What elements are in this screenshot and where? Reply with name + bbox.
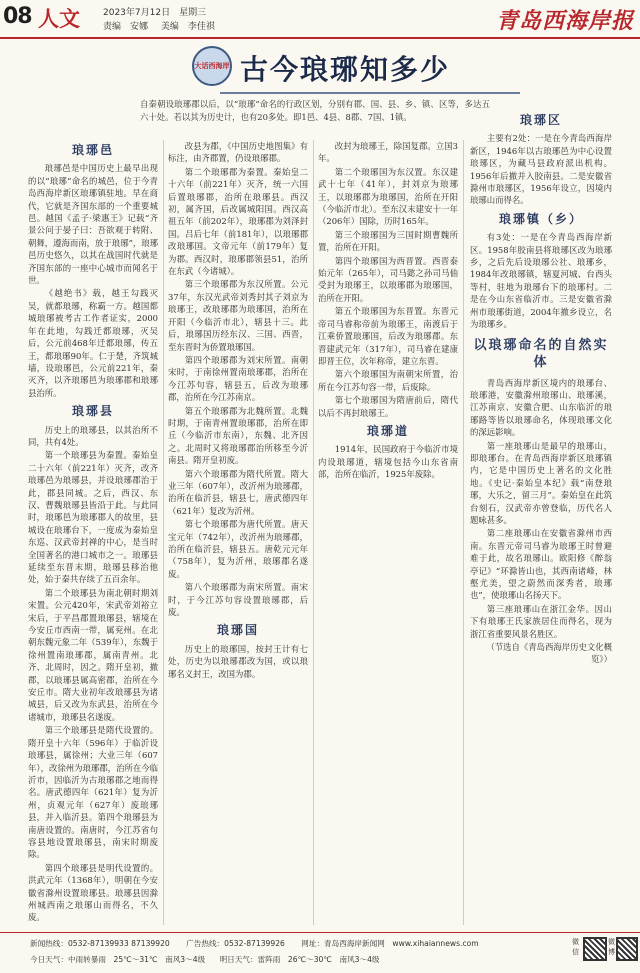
column-2 xyxy=(168,140,308,928)
top-rule xyxy=(0,37,640,39)
column-divider xyxy=(313,140,314,925)
section-name: 人文 xyxy=(38,7,80,31)
paragraph: 第三座琅琊山在浙江金华。因山下有琅琊王氏家族居住而得名，现为浙江省重要风景名胜区。 xyxy=(470,603,612,639)
paragraph: 改县为郡，《中国历史地图集》有标注，由齐郡置，仍设琅琊郡。 xyxy=(168,141,308,164)
paragraph: 第七个琅琊国为隋唐前后，隋代以后不再封琅琊王。 xyxy=(318,395,458,418)
heading-langya-qu: 琅琊区 xyxy=(519,113,562,127)
paragraph: 第五个琅琊国为东晋置。东晋元帝司马睿称帝前为琅琊王，南渡后于江乘侨置琅琊国，后改为琅琊郡。东晋建武元年（317年），司马睿在建康即晋王位，次年称帝，建立东晋。 xyxy=(318,306,458,366)
qr-label-wechat: 微信 xyxy=(572,938,579,956)
masthead xyxy=(0,0,640,38)
page-title: 古今琅琊知多少 xyxy=(240,53,451,86)
paragraph: 第一个琅琊县为秦置。秦始皇二十六年（前221年）灭齐，改齐琅琊邑为琅琊县，并设琅琊郡治于此，郡县同城。之后，西汉、东汉、曹魏琅琊县皆沿于此。与此同时，琅琊邑为琅琊郡人的故里，县城设在琅琊台下，一度成为秦始皇东巡、汉武帝封禅的中心，是当时全国著名的港口城市之一。琅琊县延续至东晋末期，琅琊县移治他处，始于秦共存续了五百余年。 xyxy=(28,450,158,585)
heading-langya-zhen: 琅琊镇（乡） xyxy=(498,211,583,226)
paragraph: 《越绝书》载，越王勾践灭吴，就都琅琊，称霸一方。越国都城琅琊被考古工作者证实，2000年在此地，勾践迁都琅琊，灭吴后，公元前468年迁都琅琊，传五王，都琅琊90年。仁于楚，齐筑城墙，设琅琊邑，公元前221年，秦灭齐，以齐琅琊邑为琅琊郡和琅琊县治所。 xyxy=(28,288,158,398)
paragraph: 第六个琅琊国为南朝宋所置，治所在今江苏句容一带，后废除。 xyxy=(318,369,458,392)
paragraph: 第七个琅琊郡为唐代所置。唐天宝元年（742年），改沂州为琅琊郡，治所在临沂县，辖县五。唐乾元元年（758年），复为沂州，琅琊郡名遂废。 xyxy=(168,519,308,579)
heading-langya-yi: 琅琊邑 xyxy=(71,143,114,157)
issue-date: 2023年7月12日 星期三 xyxy=(103,8,207,18)
newspaper-brand: 青岛西海岸报 xyxy=(495,9,634,34)
paragraph: 青岛西海岸新区境内的琅琊台、琅琊港，安徽滁州琅琊山、琅琊溪，江苏南京、安徽合肥、山东临沂的琅琊路等皆以琅琊命名，体现琅琊文化的深远影响。 xyxy=(470,377,612,438)
paragraph: 第四个琅琊郡为刘宋所置。南朝宋时，于南徐州置南琅琊郡，治所在今江苏句容，辖县五，后改为琅琊郡，治所在今江苏南京。 xyxy=(168,354,308,403)
paragraph: 第二个琅琊郡为秦置。秦始皇二十六年（前221年）灭齐，统一六国后置琅琊郡，治所在琅琊县。西汉初，属齐国，后改属城阳国。西汉高祖五年（前202年），琅琊郡为刘泽封国。吕后七年（前181年），以琅琊郡改琅琊国。文帝元年（前179年）复为郡。西汉时，琅琊郡领县51，治所在东武（今诸城）。 xyxy=(168,166,308,277)
footer xyxy=(0,932,640,973)
source-note: （节选自《青岛西海岸历史文化概览》） xyxy=(486,642,612,665)
title-underline xyxy=(220,92,520,94)
paragraph: 第二个琅琊县为南北朝时期刘宋置。公元420年，宋武帝刘裕立宋后，于平昌郡置琅琊县，辖境在今安丘市西南一带，属兖州。在北朝东魏元象二年（539年），东魏于徐州置南琅琊郡，属南青州。北齐、北周时，因之。隋开皇初，撤郡，以琅琊县属高密郡，治所在今安丘市。隋大业初年改琅琊县为诸城县，后又改为东武县，治所在今诸城市，琅琊县名遂废。 xyxy=(28,587,158,722)
column-4 xyxy=(470,108,612,928)
column-1 xyxy=(28,138,158,928)
paragraph: 历史上的琅琊国，按封王计有七处，历史为以琅琊郡改为国，或以琅琊名义封王，改国为郡。 xyxy=(168,643,308,679)
footer-contacts xyxy=(30,938,493,949)
website-link[interactable]: 网址：青岛西海岸新闻网 www.xihaiannews.com xyxy=(301,939,479,948)
heading-langya-xian: 琅琊县 xyxy=(71,404,114,419)
column-divider xyxy=(163,140,164,925)
footer-weather xyxy=(30,954,392,965)
news-hotline: 新闻热线：0532-87139933 87139920 xyxy=(30,939,170,948)
paragraph: 琅琊邑是中国历史上最早出现的以“琅琊”命名的城邑，位于今青岛西海岸新区琅琊镇驻地。早在商代，它就是齐国东部的一个重要城邑。越国《孟子·梁惠王》记载“齐景公问于晏子曰：吾欲观于转附、朝舞，遵海而南，放于琅琊”，琅琊邑历史悠久，以其在战国时代就是齐国东部的一座中心城市而闻名于世。 xyxy=(28,163,158,286)
paragraph: 第二个琅琊国为东汉置。东汉建武十七年（41年），封刘京为琅琊王，以琅琊郡为琅琊国，治所在开阳（今临沂市北）。至东汉末建安十一年（206年）国除，历时165年。 xyxy=(318,166,458,227)
paragraph: 第二座琅琊山在安徽省滁州市西南。东晋元帝司马睿为琅琊王时曾避难于此，故名琅琊山。欧阳修《醉翁亭记》“环滁皆山也，其西南诸峰，林壑尤美，望之蔚然而深秀者，琅琊也”，使琅琊山名扬天下。 xyxy=(470,528,612,601)
paragraph: 第五个琅琊郡为北魏所置。北魏时期，于南青州置琅琊郡，治所在即丘（今临沂市东南），东魏、北齐因之。北周时又将琅琊郡治所移至今沂南县。隋开皇初废。 xyxy=(168,405,308,466)
paragraph: 历史上的琅琊县，以其治所不同，共有4处。 xyxy=(28,424,158,447)
editor-art: 美编 李佳祺 xyxy=(160,22,215,32)
paragraph: 第一座琅琊山是最早的琅琊山，即琅琊台。在青岛西海岸新区琅琊镇内，它是中国历史上著名的文化胜地。《史记·秦始皇本纪》载“南登琅琊，大乐之，留三月”。秦始皇在此筑台刻石，汉武帝亦曾登临，历代名人题咏甚多。 xyxy=(470,440,612,525)
paragraph: 第八个琅琊郡为南宋所置。南宋时，于今江苏句容设置琅琊郡，后废。 xyxy=(168,582,308,618)
paragraph: 第三个琅琊国为三国时期曹魏所置，治所在开阳。 xyxy=(318,229,458,253)
paragraph: 第四个琅琊国为西晋置。西晋泰始元年（265年），司马懿之孙司马伷受封为琅琊王，以琅琊郡为琅琊国，治所在开阳。 xyxy=(318,255,458,303)
column-seal-icon: 大话西海岸 xyxy=(192,46,232,86)
paragraph: 有3处：一是在今青岛西海岸新区。1958年胶南县将琅琊区改为琅琊乡，之后先后设琅琊公社、琅琊乡，1984年改琅琊镇，辖夏河城、台西头等村，驻地为琅琊台下的琅琊村。二是在今山东省临沂市。三是安徽省滁州市琅琊街道，2004年撤乡设立，名为琅琊乡。 xyxy=(470,232,612,330)
paragraph: 改封为琅琊王，除国复郡。立国3年。 xyxy=(318,141,458,164)
paragraph: 1914年，民国政府于今临沂市境内设琅琊道，辖境包括今山东省南部，治所在临沂，1925年废除。 xyxy=(318,444,458,480)
ad-hotline: 广告热线：0532-87139926 xyxy=(186,939,285,948)
page-number: 08 xyxy=(3,4,32,29)
paragraph: 第六个琅琊郡为隋代所置。隋大业三年（607年），改沂州为琅琊郡，治所在临沂县，辖县七，唐武德四年（621年）复改为沂州。 xyxy=(168,468,308,516)
column-3 xyxy=(318,140,458,928)
heading-natural-entities: 以琅琊命名的自然实体 xyxy=(473,337,609,370)
qr-label-weibo: 微博 xyxy=(608,938,615,956)
heading-langya-guo: 琅琊国 xyxy=(216,623,259,638)
heading-langya-dao: 琅琊道 xyxy=(366,423,409,438)
weather-tomorrow: 明日天气：雷阵雨 26℃～30℃ 南风3～4级 xyxy=(219,955,380,964)
column-divider xyxy=(463,140,464,925)
paragraph: 第三个琅琊县是隋代设置的。隋开皇十六年（596年）于临沂设琅琊县，属徐州；大业三年（607年），改徐州为琅琊郡，治所在今临沂市，因临沂为古琅琊郡之地而得名。唐武德四年（621年）复为沂州，贞观元年（627年）废琅琊县，并入临沂县。第四个琅琊县为南唐设置的。南唐时，今江苏省句容县地设置琅琊县，南宋时期废除。 xyxy=(28,725,158,860)
editor-chief: 责编 安娜 xyxy=(103,22,149,32)
weibo-qr-icon[interactable] xyxy=(616,937,638,961)
wechat-qr-icon[interactable] xyxy=(583,937,607,961)
paragraph: 第三个琅琊郡为东汉所置。公元37年，东汉光武帝刘秀封其子刘京为琅琊王，改琅琊郡为琅琊国，治所在开阳（今临沂市北），辖县十三。此后，琅琊国历经东汉、三国、西晋，至东晋时为侨置琅琊国。 xyxy=(168,279,308,352)
weather-today: 今日天气：中雨转暴雨 25℃～31℃ 南风3～4级 xyxy=(30,955,206,964)
intro-text: 自秦朝设琅琊郡以后，以“琅琊”命名的行政区划，分别有郡、国、县、乡、镇、区等，多达五六十处。若以其为历史计，也有20多处。即1邑、4县、8郡、7国、1镇。 xyxy=(140,99,490,122)
paragraph: 第四个琅琊县是明代设置的。洪武元年（1368年），明朝在今安徽省滁州设置琅琊县。琅琊县因滁州城西南之琅琊山而得名，不久废。 xyxy=(28,862,158,923)
editors xyxy=(103,19,225,32)
paragraph: 主要有2处：一是在今青岛西海岸新区，1946年以古琅琊邑为中心设置琅琊区，为藏马县政府派出机构。1956年后撤并入胶南县。二是安徽省滁州市琅琊区，1956年设立，因境内琅琊山而得名。 xyxy=(470,133,612,206)
